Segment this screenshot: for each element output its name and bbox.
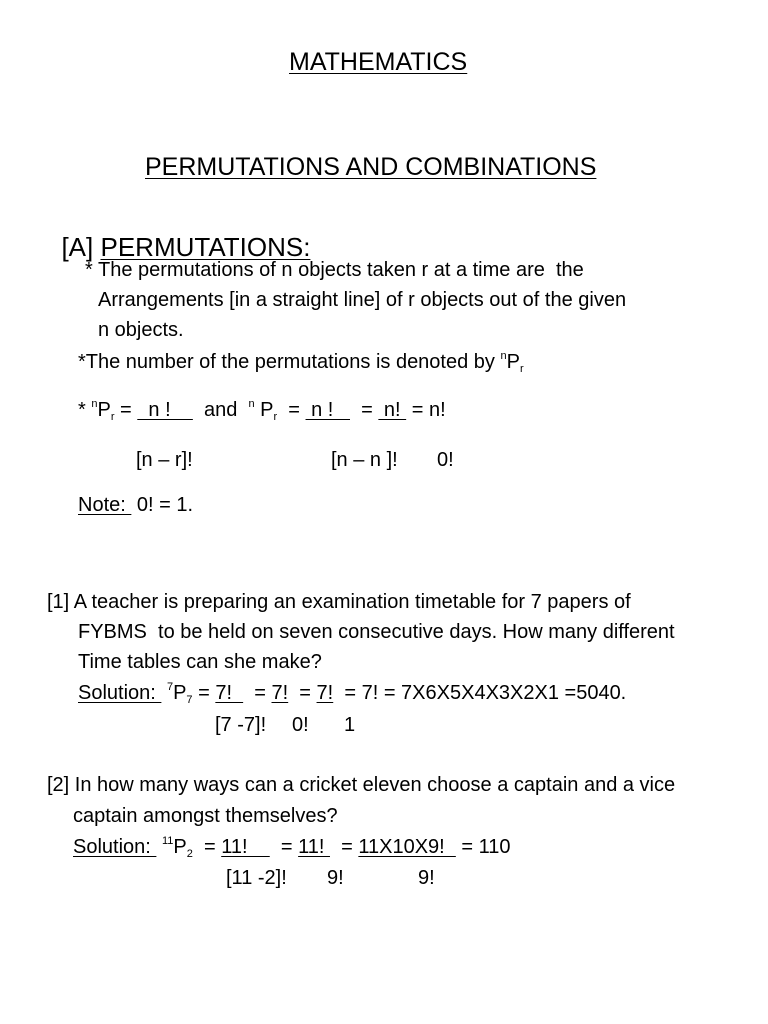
q1-line-1: [1] A teacher is preparing an examination timetable for 7 papers of bbox=[47, 591, 631, 613]
formula-eq2: = bbox=[277, 399, 306, 421]
formula-p2: P bbox=[254, 399, 274, 421]
formula-line bbox=[78, 398, 446, 423]
notation-text: *The number of the permutations is denoted by bbox=[78, 351, 501, 373]
q1-line-2: FYBMS to be held on seven consecutive days. How many different bbox=[78, 621, 675, 643]
formula-and: and bbox=[192, 399, 249, 421]
note-text: 0! = 1. bbox=[131, 494, 194, 516]
formula-numerator-3: n! bbox=[378, 399, 407, 421]
page-subtitle: PERMUTATIONS AND COMBINATIONS bbox=[145, 153, 597, 181]
formula-sup-n: n bbox=[91, 398, 98, 410]
q2-p: P bbox=[173, 836, 187, 858]
q2-solution-label: Solution: bbox=[73, 836, 157, 858]
notation-line bbox=[78, 350, 524, 375]
q1-fraction-2: 7! bbox=[271, 682, 289, 704]
q2-sup: 11 bbox=[161, 835, 174, 847]
section-prefix: [A] bbox=[61, 232, 94, 262]
q1-sup: 7 bbox=[166, 681, 174, 693]
q1-eq2: = bbox=[243, 682, 272, 704]
q1-denominator-2: 0! bbox=[292, 714, 309, 736]
formula-p: P bbox=[97, 399, 111, 421]
page-title: MATHEMATICS bbox=[289, 48, 468, 76]
q2-solution bbox=[73, 835, 511, 860]
formula-eq3: = bbox=[350, 399, 379, 421]
q1-p: P bbox=[173, 682, 187, 704]
formula-numerator-2: n ! bbox=[305, 399, 350, 421]
definition-line-1: * The permutations of n objects taken r at a time are the bbox=[85, 259, 584, 281]
q1-denominator-3: 1 bbox=[344, 714, 356, 736]
notation-sub: r bbox=[519, 363, 524, 375]
q2-denominator-3: 9! bbox=[418, 867, 435, 889]
q2-fraction-3: 11X10X9! bbox=[358, 836, 456, 858]
formula-denominator-3: 0! bbox=[437, 449, 454, 471]
definition-line-3: n objects. bbox=[98, 319, 184, 341]
q2-eq2: = bbox=[269, 836, 299, 858]
q2-denominator-2: 9! bbox=[327, 867, 344, 889]
q1-fraction-3: 7! bbox=[316, 682, 334, 704]
note-label: Note: bbox=[78, 494, 132, 516]
formula-sub-r2: r bbox=[273, 411, 278, 423]
q2-line-2: captain amongst themselves? bbox=[73, 805, 338, 827]
q2-line-1: [2] In how many ways can a cricket eleven choose a captain and a vice bbox=[47, 774, 676, 796]
formula-star: * bbox=[78, 399, 92, 421]
note-line bbox=[78, 495, 193, 515]
section-title: PERMUTATIONS: bbox=[100, 232, 311, 262]
q1-denominator-1: [7 -7]! bbox=[215, 714, 267, 736]
formula-sub-r: r bbox=[110, 411, 115, 423]
q2-denominator-1: [11 -2]! bbox=[226, 867, 287, 889]
formula-denominator-1: [n – r]! bbox=[136, 449, 193, 471]
q1-eq1: = bbox=[192, 682, 216, 704]
section-heading bbox=[47, 208, 310, 260]
definition-line-2: Arrangements [in a straight line] of r objects out of the given bbox=[98, 289, 627, 311]
q2-eq3: = bbox=[329, 836, 359, 858]
formula-numerator-1: n ! bbox=[137, 399, 193, 421]
q2-fraction-2: 11! bbox=[298, 836, 330, 858]
q2-sub: 2 bbox=[186, 848, 193, 860]
formula-tail: = n! bbox=[406, 399, 446, 421]
q1-eq3: = bbox=[288, 682, 317, 704]
q1-result: = 7! = 7X6X5X4X3X2X1 =5040. bbox=[333, 682, 627, 704]
formula-sup-n2: n bbox=[248, 398, 255, 410]
notation-sup: n bbox=[500, 350, 507, 362]
notation-base: P bbox=[506, 351, 520, 373]
formula-denominator-2: [n – n ]! bbox=[331, 449, 398, 471]
q1-fraction-1: 7! bbox=[215, 682, 244, 704]
q1-sub: 7 bbox=[186, 694, 193, 706]
q2-fraction-1: 11! bbox=[221, 836, 270, 858]
q2-eq1: = bbox=[192, 836, 222, 858]
q1-line-3: Time tables can she make? bbox=[78, 651, 322, 673]
formula-eq1: = bbox=[114, 399, 138, 421]
q2-result: = 110 bbox=[455, 836, 511, 858]
q1-solution bbox=[78, 681, 627, 706]
q1-solution-label: Solution: bbox=[78, 682, 162, 704]
